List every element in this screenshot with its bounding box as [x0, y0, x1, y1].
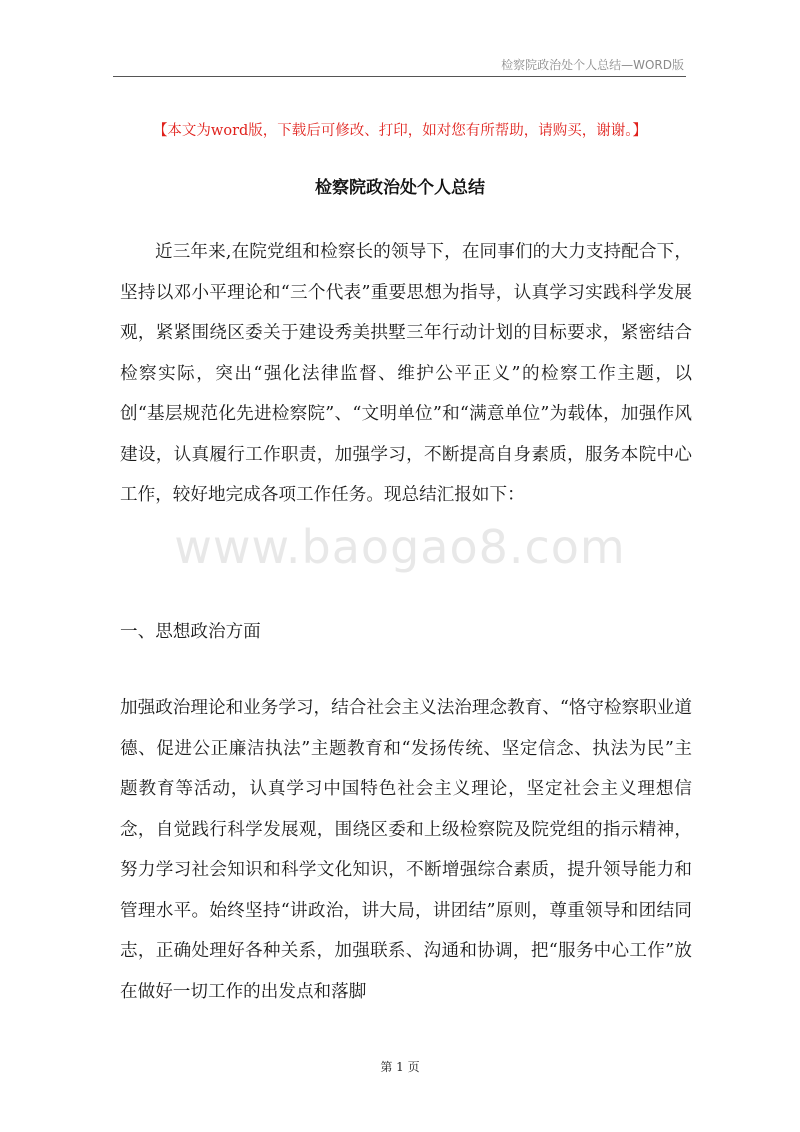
paragraph-intro: 近三年来,在院党组和检察长的领导下，在同事们的大力支持配合下，坚持以邓小平理论和“三个代表”重要思想为指导，认真学习实践科学发展观，紧紧围绕区委关于建设秀美拱墅三年行动计划的目标要求，紧密结合检察实际，突出“强化法律监督、维护公平正义”的检察工作主题，以创“基层规范化先进检察院”、“文明单位”和“满意单位”为载体，加强作风建设，认真履行工作职责，加强学习，不断提高自身素质，服务本院中心工作，较好地完成各项工作任务。现总结汇报如下： — [120, 242, 692, 505]
running-header: 检察院政治处个人总结—WORD版 — [501, 58, 684, 72]
purchase-notice: 【本文为word版，下载后可修改、打印，如对您有所帮助，请购买，谢谢。】 — [152, 123, 648, 139]
watermark: www.baogao8.com — [174, 520, 626, 574]
paragraph-political: 加强政治理论和业务学习，结合社会主义法治理念教育、“恪守检察职业道德、促进公正廉洁执法”主题教育和“发扬传统、坚定信念、执法为民”主题教育等活动，认真学习中国特色社会主义理论，坚定社会主义理想信念，自觉践行科学发展观，围绕区委和上级检察院及院党组的指示精神，努力学习社会知识和科学文化知识，不断增强综合素质，提升领导能力和管理水平。始终坚持“讲政治，讲大局，讲团结”原则，尊重领导和团结同志，正确处理好各种关系，加强联系、沟通和协调，把“服务中心工作”放在做好一切工作的出发点和落脚 — [120, 698, 692, 1002]
page-number: 第 1 页 — [380, 1060, 420, 1074]
document-title: 检察院政治处个人总结 — [315, 178, 485, 198]
section-heading-1: 一、思想政治方面 — [120, 622, 261, 642]
header-divider — [113, 76, 686, 77]
